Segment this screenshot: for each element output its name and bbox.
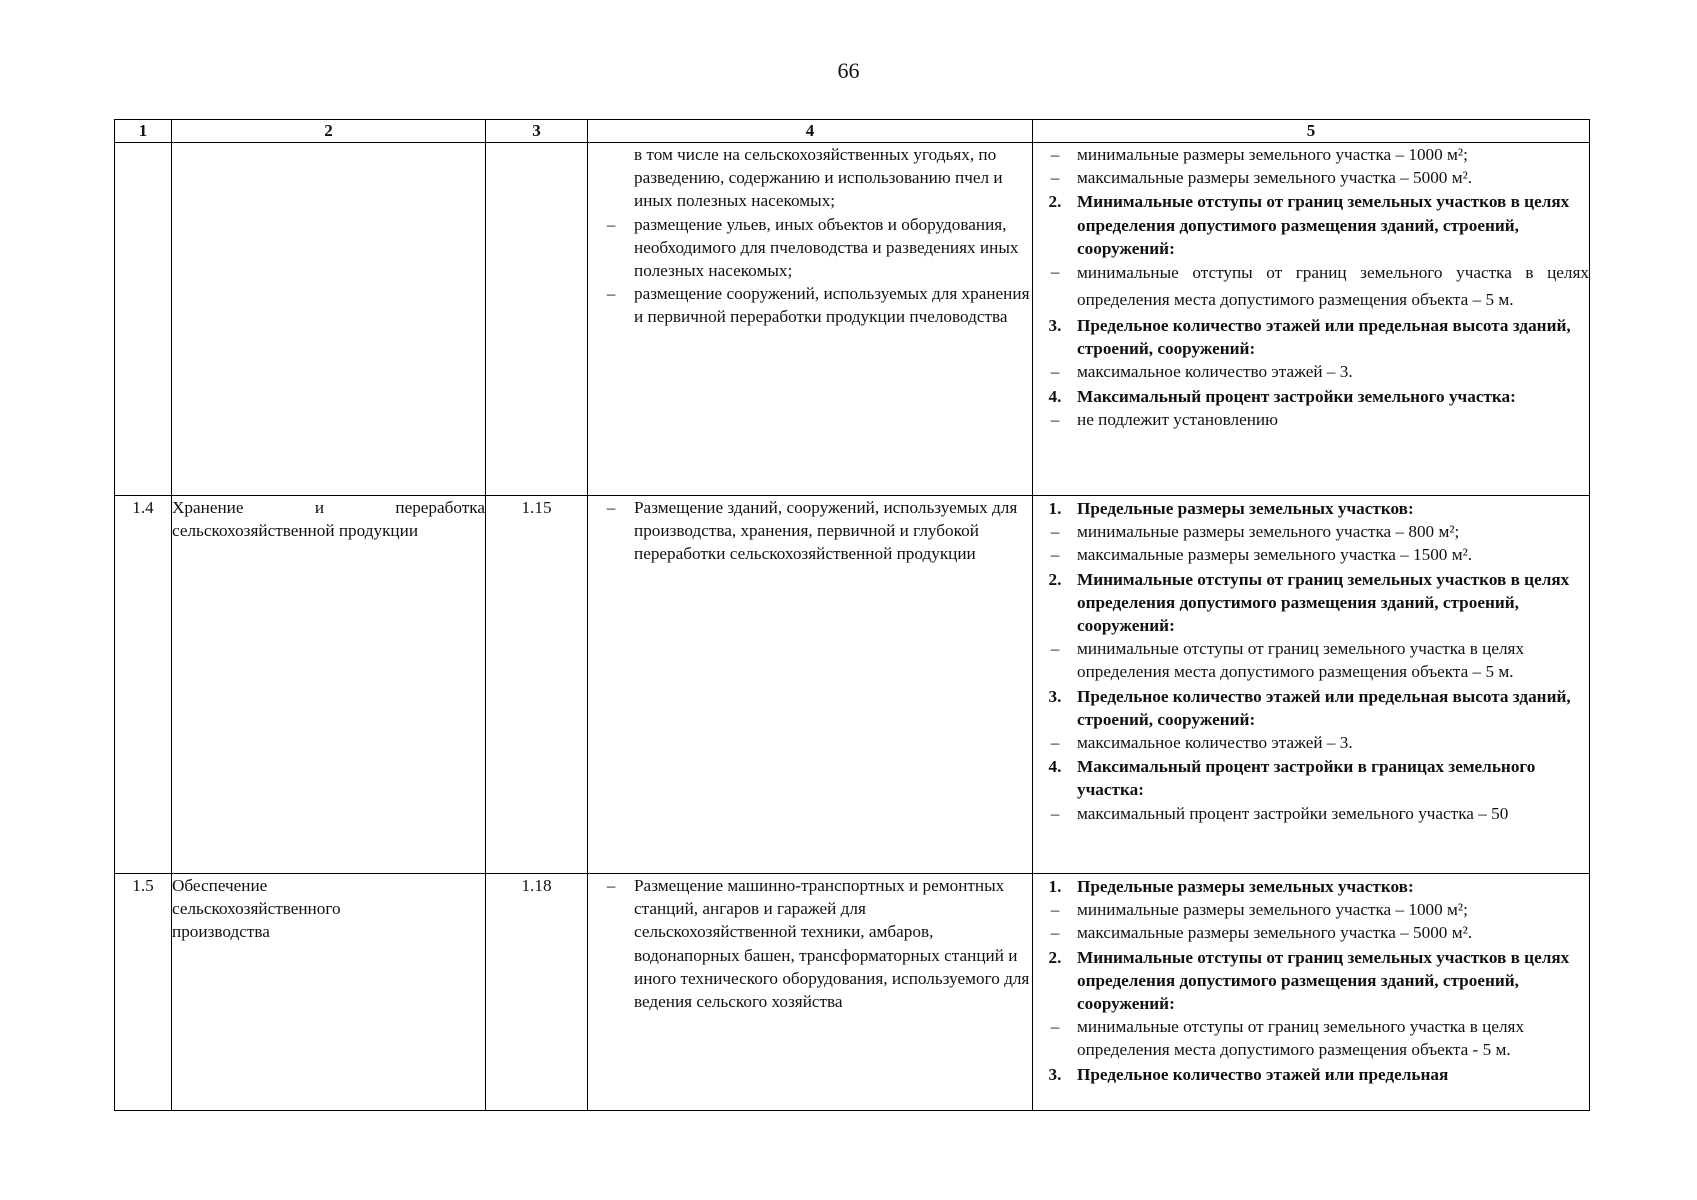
param-text: максимальное количество этажей – 3. [1077,733,1353,753]
param-marker: – [1050,409,1060,429]
param-heading [1033,497,1589,520]
list-item [588,213,1032,283]
param-marker: 4. [1048,386,1062,406]
param-heading-text: Предельные размеры земельных участков: [1077,499,1414,518]
param-item [1033,802,1589,825]
param-heading [1033,314,1589,360]
param-item [1033,520,1589,543]
param-heading-text: Предельные размеры земельных участков: [1077,877,1414,896]
param-text: максимальные размеры земельного участка – 1500 м². [1077,545,1473,565]
list-item [588,496,1032,566]
use-name-line: Хранение и переработка [172,498,485,517]
param-heading-text: Предельное количество этажей или предельная [1077,1064,1449,1084]
param-item [1033,898,1589,921]
param-item [1033,921,1589,944]
param-marker: – [1050,362,1060,382]
parameters [1033,874,1590,1111]
list-item [588,874,1032,1013]
use-description [588,143,1033,496]
use-description [588,496,1033,874]
zoning-table [114,119,1590,1111]
param-item [1033,637,1589,683]
param-text: максимальные размеры земельного участка – 5000 м². [1077,168,1473,188]
list-item-text: размещение сооружений, используемых для хранения и первичной переработки продукции пчеловодства [634,284,1030,327]
column-header: 5 [1033,120,1590,143]
param-heading [1033,685,1589,731]
param-heading-text: Минимальные отступы от границ земельных участков в целях определения допустимого размещения зданий, строений, сооружений: [1077,569,1570,636]
dash-marker: – [606,876,616,895]
param-heading [1033,385,1589,408]
use-name [172,874,486,1111]
param-heading-text: Предельное количество этажей или предельная высота зданий, строений, сооружений: [1077,316,1571,359]
param-marker: 2. [1048,569,1062,589]
param-item [1033,360,1589,383]
use-description [588,874,1033,1111]
use-name [172,143,486,496]
param-heading [1033,755,1589,801]
param-item [1033,166,1589,189]
parameters [1033,143,1590,496]
column-header: 3 [486,120,588,143]
param-marker: 4. [1048,757,1062,777]
list-item-text: Размещение машинно-транспортных и ремонтных станций, ангаров и гаражей для сельскохозяйственной техники, амбаров, водонапорных башен, трансформаторных станций и иного технического оборудования, используемого для ведения сельского хозяйства [634,876,1030,1012]
param-heading [1033,1063,1589,1086]
use-name-text: Обеспечение сельскохозяйственного производства [172,876,341,942]
param-marker: – [1050,803,1060,823]
param-marker: – [1050,145,1060,164]
use-code: 1.18 [486,874,588,1111]
list-item-text: размещение ульев, иных объектов и оборудования, необходимого для пчеловодства и разведениях иных полезных насекомых; [634,214,1019,281]
row-number: 1.4 [115,496,172,874]
param-text: минимальные размеры земельного участка – 800 м²; [1077,522,1460,542]
param-marker: 3. [1048,686,1062,706]
table-row [115,874,1590,1111]
param-marker: 1. [1048,499,1062,518]
row-number [115,143,172,496]
column-header: 1 [115,120,172,143]
dash-marker: – [606,214,616,234]
table-row [115,143,1590,496]
param-heading [1033,946,1589,1016]
param-heading-text: Минимальные отступы от границ земельных участков в целях определения допустимого размещения зданий, строений, сооружений: [1077,192,1570,258]
param-text: минимальные отступы от границ земельного участка в целях определения места допустимого размещения объекта - 5 м. [1077,1017,1525,1060]
list-item-text: Размещение зданий, сооружений, используемых для производства, хранения, первичной и глубокой переработки сельскохозяйственной продукции [634,498,1018,564]
param-item [1033,408,1589,431]
param-text: максимальный процент застройки земельного участка – 50 [1077,803,1509,823]
row-number: 1.5 [115,874,172,1111]
param-marker: 3. [1048,316,1062,336]
param-marker: – [1050,262,1060,282]
param-marker: – [1050,168,1060,188]
param-item [1033,731,1589,754]
param-text: минимальные отступы от границ земельного участка в целях определения места допустимого размещения объекта – 5 м. [1077,263,1589,309]
param-marker: – [1050,923,1060,943]
param-marker: – [1050,639,1060,659]
dash-marker: – [606,284,616,304]
param-marker: 2. [1048,192,1062,212]
param-marker: – [1050,1017,1060,1037]
param-heading [1033,875,1589,898]
list-item [588,282,1032,328]
param-heading-text: Максимальный процент застройки в границах земельного участка: [1077,757,1536,800]
param-marker: – [1050,545,1060,565]
description-text: в том числе на сельскохозяйственных угодьях, по разведению, содержанию и использованию пчел и иных полезных насекомых; [634,145,1003,211]
param-heading-text: Минимальные отступы от границ земельных участков в целях определения допустимого размещения зданий, строений, сооружений: [1077,947,1570,1014]
param-item [1033,1015,1589,1061]
param-text: максимальные размеры земельного участка – 5000 м². [1077,923,1473,943]
column-header: 2 [172,120,486,143]
param-marker: – [1050,900,1060,920]
page-number: 66 [837,58,860,83]
param-marker: – [1050,522,1060,542]
param-heading [1033,190,1589,260]
param-text: не подлежит установлению [1077,409,1278,429]
param-heading [1033,568,1589,638]
use-name-line: сельскохозяйственной продукции [172,521,419,541]
table-row [115,496,1590,874]
param-heading-text: Предельное количество этажей или предельная высота зданий, строений, сооружений: [1077,686,1571,729]
use-name [172,496,486,874]
table-header-row [115,120,1590,143]
column-header: 4 [588,120,1033,143]
param-item [1033,543,1589,566]
use-code [486,143,588,496]
dash-marker: – [606,498,616,517]
param-heading-text: Максимальный процент застройки земельного участка: [1077,386,1516,406]
use-code: 1.15 [486,496,588,874]
param-marker: 1. [1048,877,1062,896]
param-text: минимальные размеры земельного участка – 1000 м²; [1077,900,1468,920]
param-marker: – [1050,733,1060,753]
param-marker: 3. [1048,1064,1062,1084]
param-text: минимальные размеры земельного участка – 1000 м²; [1077,145,1468,164]
param-item [1033,260,1589,313]
parameters [1033,496,1590,874]
param-text: максимальное количество этажей – 3. [1077,362,1353,382]
param-item [1033,143,1589,166]
param-text: минимальные отступы от границ земельного участка в целях определения места допустимого размещения объекта – 5 м. [1077,639,1525,682]
param-marker: 2. [1048,947,1062,967]
